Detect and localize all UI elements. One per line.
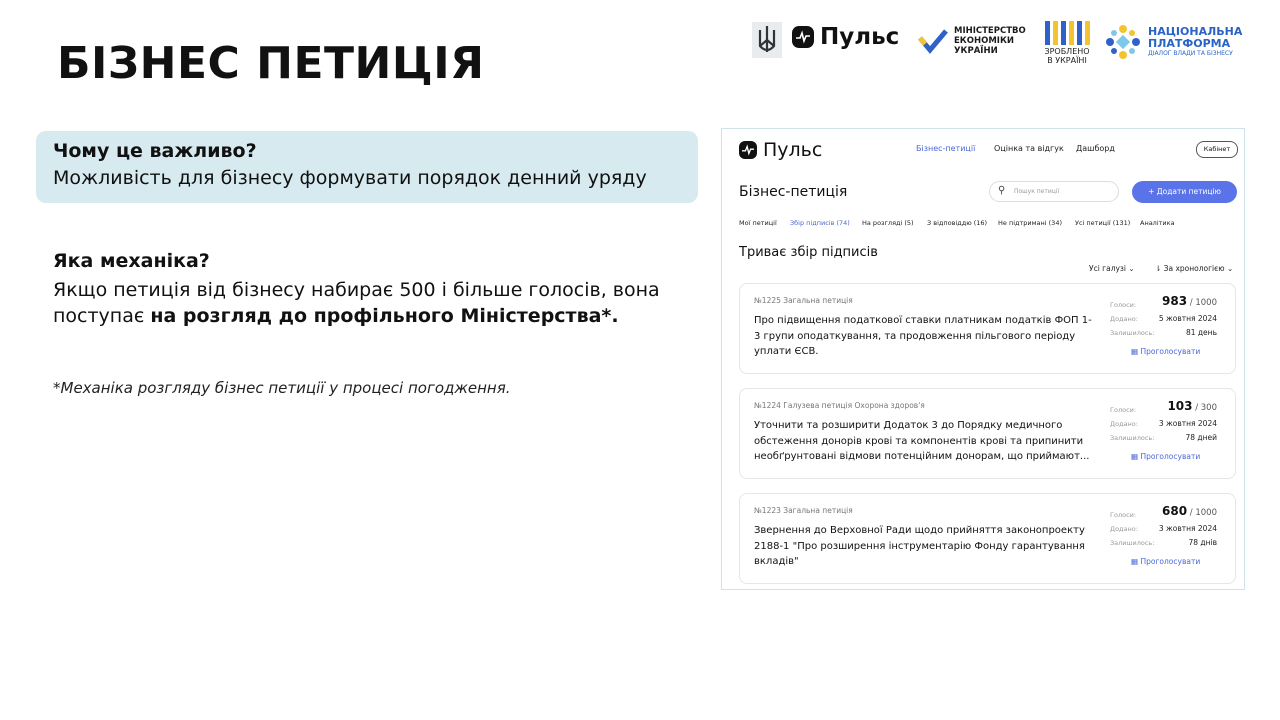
why-answer: Можливість для бізнесу формувати порядок денний уряду: [53, 167, 647, 189]
votes-label: Голоси:: [1110, 511, 1137, 519]
petition-meta: №1225 Загальна петиція: [754, 296, 853, 305]
vote-button[interactable]: ▦ Проголосувати: [1131, 452, 1201, 461]
made-line-1: ЗРОБЛЕНО: [1044, 47, 1090, 56]
made-in-ukraine-logo: [1038, 21, 1096, 65]
pulse-logo-text: Пульс: [820, 24, 900, 50]
tab-answered[interactable]: З відповіддю (16): [927, 219, 988, 227]
pulse-icon: [792, 26, 814, 48]
sort-filter[interactable]: ⇂ За хронологією ⌄: [1155, 264, 1234, 273]
mechanics-question: Яка механіка?: [53, 250, 210, 272]
tab-my-petitions[interactable]: Мої петиції: [739, 219, 777, 227]
cabinet-button[interactable]: Кабінет: [1196, 141, 1238, 158]
petition-card[interactable]: [739, 388, 1236, 479]
app-logo-text: Пульс: [763, 139, 823, 161]
ministry-check-icon: [918, 28, 948, 54]
petition-text: Уточнити та розширити Додаток 3 до Порядку медичного обстеження донорів крові та компонентів крові та припинити необґрунтовані відмови потенційним донорам, що приймают...: [754, 420, 1090, 462]
tab-not-supported[interactable]: Не підтримані (34): [998, 219, 1062, 227]
left-label: Залишилось:: [1110, 434, 1155, 442]
added-date: 3 жовтня 2024: [1158, 419, 1217, 428]
ministry-logo: [918, 26, 1044, 56]
left-label: Залишилось:: [1110, 329, 1155, 337]
votes-label: Голоси:: [1110, 406, 1137, 414]
votes-count: 103 / 300: [1167, 399, 1217, 413]
votes-count: 983 / 1000: [1162, 294, 1217, 308]
tab-collecting[interactable]: Збір підписів (74): [790, 219, 850, 227]
sector-filter[interactable]: Усі галузі ⌄: [1089, 264, 1135, 273]
ministry-line-3: УКРАЇНИ: [954, 46, 998, 56]
pulse-icon: [739, 141, 757, 159]
platform-line-2: ПЛАТФОРМА: [1148, 37, 1231, 50]
days-left: 81 день: [1185, 328, 1217, 337]
search-icon: ⚲: [998, 185, 1006, 196]
petition-text: Звернення до Верховної Ради щодо прийняття законопроекту 2188-1 "Про розширення інструментарію Фонду гарантування вкладів": [754, 525, 1085, 567]
nav-evaluation-feedback[interactable]: Оцінка та відгук: [994, 144, 1064, 153]
why-question: Чому це важливо?: [53, 140, 257, 162]
app-heading: Бізнес-петиція: [739, 184, 848, 200]
ministry-line-2: ЕКОНОМІКИ: [954, 36, 1015, 46]
platform-subtitle: ДІАЛОГ ВЛАДИ ТА БІЗНЕСУ: [1148, 50, 1233, 57]
added-label: Додано:: [1110, 525, 1138, 533]
why-important-box: [36, 131, 698, 203]
tab-under-review[interactable]: На розгляді (5): [862, 219, 914, 227]
tab-all-petitions[interactable]: Усі петиції (131): [1075, 219, 1131, 227]
days-left: 78 днів: [1188, 538, 1217, 547]
votes-label: Голоси:: [1110, 301, 1137, 309]
platform-emblem-icon: [1104, 23, 1142, 61]
petition-text: Про підвищення податкової ставки платникам податків ФОП 1-3 групи оподаткування, та продовження пільгового періоду уплати ЄСВ.: [754, 315, 1092, 357]
search-input[interactable]: [989, 181, 1119, 202]
petition-card[interactable]: [739, 493, 1236, 584]
made-line-2: В УКРАЇНІ: [1047, 56, 1087, 65]
tab-analytics[interactable]: Аналітика: [1140, 219, 1175, 227]
added-date: 5 жовтня 2024: [1158, 314, 1217, 323]
platform-line-1: НАЦІОНАЛЬНА: [1148, 25, 1243, 38]
mechanics-answer: [53, 277, 713, 329]
partner-logos: [752, 18, 1252, 68]
national-platform-logo: [1104, 23, 1242, 61]
ministry-line-1: МІНІСТЕРСТВО: [954, 26, 1026, 36]
petition-meta: №1224 Галузева петиція Охорона здоров'я: [754, 401, 925, 410]
app-logo[interactable]: [739, 139, 822, 161]
vote-button[interactable]: ▦ Проголосувати: [1131, 347, 1201, 356]
page-title: БІЗНЕС ПЕТИЦІЯ: [57, 38, 485, 89]
petition-meta: №1223 Загальна петиція: [754, 506, 853, 515]
petition-app-screenshot: [721, 128, 1245, 590]
nav-dashboard[interactable]: Дашборд: [1076, 144, 1115, 153]
pulse-logo: [792, 24, 899, 50]
mechanics-answer-plain: Якщо петиція від бізнесу набирає 500 і більше голосів, вона поступає: [53, 279, 660, 327]
votes-count: 680 / 1000: [1162, 504, 1217, 518]
mechanics-answer-bold: на розгляд до профільного Міністерства*.: [150, 305, 619, 327]
search-placeholder: Пошук петиції: [1014, 188, 1060, 195]
footnote: *Механіка розгляду бізнес петиції у процесі погодження.: [53, 379, 511, 397]
petition-card[interactable]: [739, 283, 1236, 374]
nav-business-petitions[interactable]: Бізнес-петиції: [916, 144, 976, 153]
added-label: Додано:: [1110, 420, 1138, 428]
trident-icon: [752, 22, 782, 58]
made-in-ukraine-bars-icon: [1038, 21, 1096, 45]
add-petition-button[interactable]: + Додати петицію: [1132, 181, 1237, 203]
days-left: 78 дней: [1185, 433, 1217, 442]
added-date: 3 жовтня 2024: [1158, 524, 1217, 533]
section-heading: Триває збір підписів: [739, 245, 878, 260]
left-label: Залишилось:: [1110, 539, 1155, 547]
added-label: Додано:: [1110, 315, 1138, 323]
vote-button[interactable]: ▦ Проголосувати: [1131, 557, 1201, 566]
